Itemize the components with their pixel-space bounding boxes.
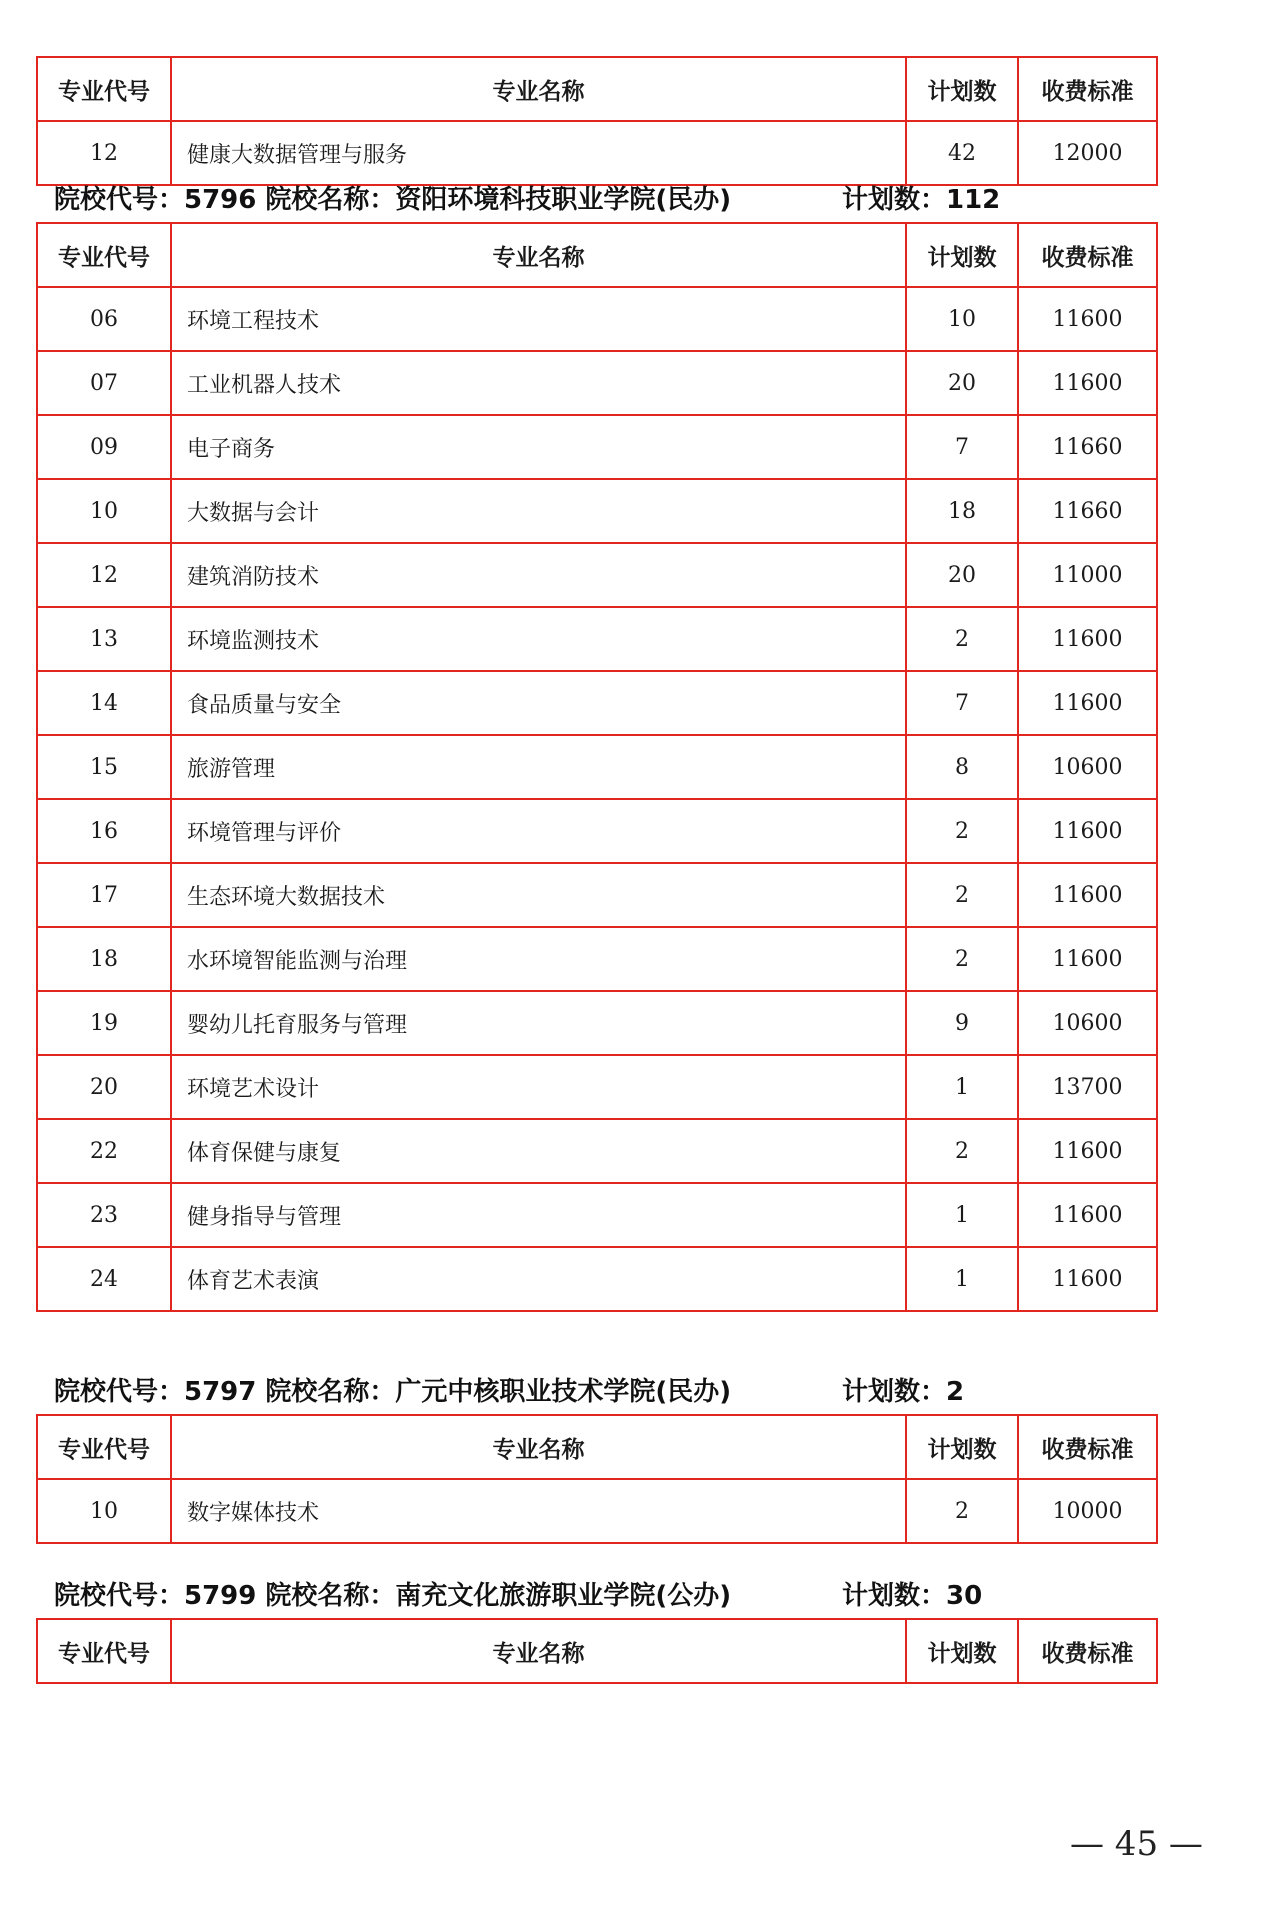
fee-cell: 11600 [1018, 671, 1157, 735]
table-row [37, 415, 1157, 479]
fee-cell: 11600 [1018, 1119, 1157, 1183]
table-row [37, 479, 1157, 543]
fee-cell: 11600 [1018, 351, 1157, 415]
fee-cell: 10600 [1018, 991, 1157, 1055]
table-row [37, 607, 1157, 671]
major-name-cell: 建筑消防技术 [171, 543, 906, 607]
plan-count-cell: 2 [906, 1119, 1018, 1183]
major-code-cell: 22 [37, 1119, 171, 1183]
plan-count-cell: 8 [906, 735, 1018, 799]
major-code-cell: 17 [37, 863, 171, 927]
major-table [36, 1618, 1158, 1684]
major-code-cell: 24 [37, 1247, 171, 1311]
school-block-5799 [36, 1581, 1156, 1684]
table-header-row [37, 1415, 1157, 1479]
plan-count-cell: 18 [906, 479, 1018, 543]
school-heading [54, 1372, 965, 1412]
table-row [37, 671, 1157, 735]
plan-count-cell: 7 [906, 415, 1018, 479]
table-row [37, 351, 1157, 415]
header-name: 专业名称 [171, 223, 906, 287]
plan-total: 计划数：2 [842, 1377, 965, 1407]
plan-count-cell: 9 [906, 991, 1018, 1055]
header-code: 专业代号 [37, 1619, 171, 1683]
school-heading [54, 180, 1001, 220]
major-name-cell: 水环境智能监测与治理 [171, 927, 906, 991]
header-fee: 收费标准 [1018, 57, 1157, 121]
fee-cell: 10600 [1018, 735, 1157, 799]
plan-count-cell: 2 [906, 927, 1018, 991]
major-code-cell: 07 [37, 351, 171, 415]
major-code-cell: 12 [37, 121, 171, 185]
table-row [37, 863, 1157, 927]
fee-cell: 10000 [1018, 1479, 1157, 1543]
continuation-table-block [36, 56, 1156, 186]
major-name-cell: 健身指导与管理 [171, 1183, 906, 1247]
plan-count-cell: 2 [906, 607, 1018, 671]
major-name-cell: 生态环境大数据技术 [171, 863, 906, 927]
table-body [37, 287, 1157, 1311]
major-name-cell: 体育保健与康复 [171, 1119, 906, 1183]
table-row [37, 543, 1157, 607]
table-body [37, 1479, 1157, 1543]
table-header-row [37, 1619, 1157, 1683]
major-table [36, 1414, 1158, 1544]
plan-count-cell: 1 [906, 1247, 1018, 1311]
plan-count-cell: 20 [906, 543, 1018, 607]
fee-cell: 11660 [1018, 415, 1157, 479]
major-code-cell: 19 [37, 991, 171, 1055]
table-row [37, 1479, 1157, 1543]
plan-count-cell: 42 [906, 121, 1018, 185]
major-code-cell: 15 [37, 735, 171, 799]
major-code-cell: 09 [37, 415, 171, 479]
table-header-row [37, 57, 1157, 121]
major-name-cell: 大数据与会计 [171, 479, 906, 543]
plan-count-cell: 7 [906, 671, 1018, 735]
plan-total: 计划数：30 [842, 1581, 983, 1611]
header-code: 专业代号 [37, 223, 171, 287]
major-name-cell: 工业机器人技术 [171, 351, 906, 415]
plan-count-cell: 2 [906, 863, 1018, 927]
major-name-cell: 婴幼儿托育服务与管理 [171, 991, 906, 1055]
major-name-cell: 旅游管理 [171, 735, 906, 799]
header-code: 专业代号 [37, 57, 171, 121]
school-heading [54, 1576, 983, 1616]
major-code-cell: 14 [37, 671, 171, 735]
fee-cell: 11600 [1018, 927, 1157, 991]
major-code-cell: 23 [37, 1183, 171, 1247]
major-code-cell: 10 [37, 1479, 171, 1543]
header-fee: 收费标准 [1018, 223, 1157, 287]
fee-cell: 13700 [1018, 1055, 1157, 1119]
fee-cell: 11600 [1018, 863, 1157, 927]
fee-cell: 11600 [1018, 1183, 1157, 1247]
major-table [36, 56, 1158, 186]
table-row [37, 1055, 1157, 1119]
plan-count-cell: 10 [906, 287, 1018, 351]
major-code-cell: 12 [37, 543, 171, 607]
fee-cell: 11000 [1018, 543, 1157, 607]
fee-cell: 11600 [1018, 799, 1157, 863]
school-info: 院校代号：5796 院校名称：资阳环境科技职业学院(民办) [54, 185, 732, 215]
table-row [37, 991, 1157, 1055]
school-info: 院校代号：5799 院校名称：南充文化旅游职业学院(公办) [54, 1581, 732, 1611]
major-code-cell: 20 [37, 1055, 171, 1119]
major-code-cell: 16 [37, 799, 171, 863]
table-header-row [37, 223, 1157, 287]
table-row [37, 927, 1157, 991]
plan-count-cell: 1 [906, 1055, 1018, 1119]
major-name-cell: 健康大数据管理与服务 [171, 121, 906, 185]
major-code-cell: 18 [37, 927, 171, 991]
header-name: 专业名称 [171, 1619, 906, 1683]
header-name: 专业名称 [171, 1415, 906, 1479]
major-name-cell: 环境监测技术 [171, 607, 906, 671]
table-row [37, 121, 1157, 185]
major-name-cell: 体育艺术表演 [171, 1247, 906, 1311]
fee-cell: 11660 [1018, 479, 1157, 543]
fee-cell: 12000 [1018, 121, 1157, 185]
major-name-cell: 电子商务 [171, 415, 906, 479]
plan-count-cell: 2 [906, 1479, 1018, 1543]
table-row [37, 1183, 1157, 1247]
school-block-5796 [36, 185, 1156, 1312]
table-row [37, 735, 1157, 799]
major-name-cell: 环境管理与评价 [171, 799, 906, 863]
plan-count-cell: 20 [906, 351, 1018, 415]
page-number: — 45 — [1070, 1824, 1203, 1864]
plan-count-cell: 2 [906, 799, 1018, 863]
header-code: 专业代号 [37, 1415, 171, 1479]
table-body [37, 121, 1157, 185]
header-plan: 计划数 [906, 57, 1018, 121]
table-row [37, 1119, 1157, 1183]
table-row [37, 287, 1157, 351]
school-block-5797 [36, 1377, 1156, 1544]
header-plan: 计划数 [906, 223, 1018, 287]
major-name-cell: 环境工程技术 [171, 287, 906, 351]
school-info: 院校代号：5797 院校名称：广元中核职业技术学院(民办) [54, 1377, 732, 1407]
table-row [37, 1247, 1157, 1311]
header-plan: 计划数 [906, 1415, 1018, 1479]
major-code-cell: 13 [37, 607, 171, 671]
header-plan: 计划数 [906, 1619, 1018, 1683]
major-name-cell: 食品质量与安全 [171, 671, 906, 735]
plan-total: 计划数：112 [842, 185, 1001, 215]
fee-cell: 11600 [1018, 287, 1157, 351]
major-name-cell: 环境艺术设计 [171, 1055, 906, 1119]
table-row [37, 799, 1157, 863]
header-name: 专业名称 [171, 57, 906, 121]
major-table [36, 222, 1158, 1312]
plan-count-cell: 1 [906, 1183, 1018, 1247]
header-fee: 收费标准 [1018, 1619, 1157, 1683]
header-fee: 收费标准 [1018, 1415, 1157, 1479]
fee-cell: 11600 [1018, 1247, 1157, 1311]
major-code-cell: 06 [37, 287, 171, 351]
fee-cell: 11600 [1018, 607, 1157, 671]
major-name-cell: 数字媒体技术 [171, 1479, 906, 1543]
major-code-cell: 10 [37, 479, 171, 543]
